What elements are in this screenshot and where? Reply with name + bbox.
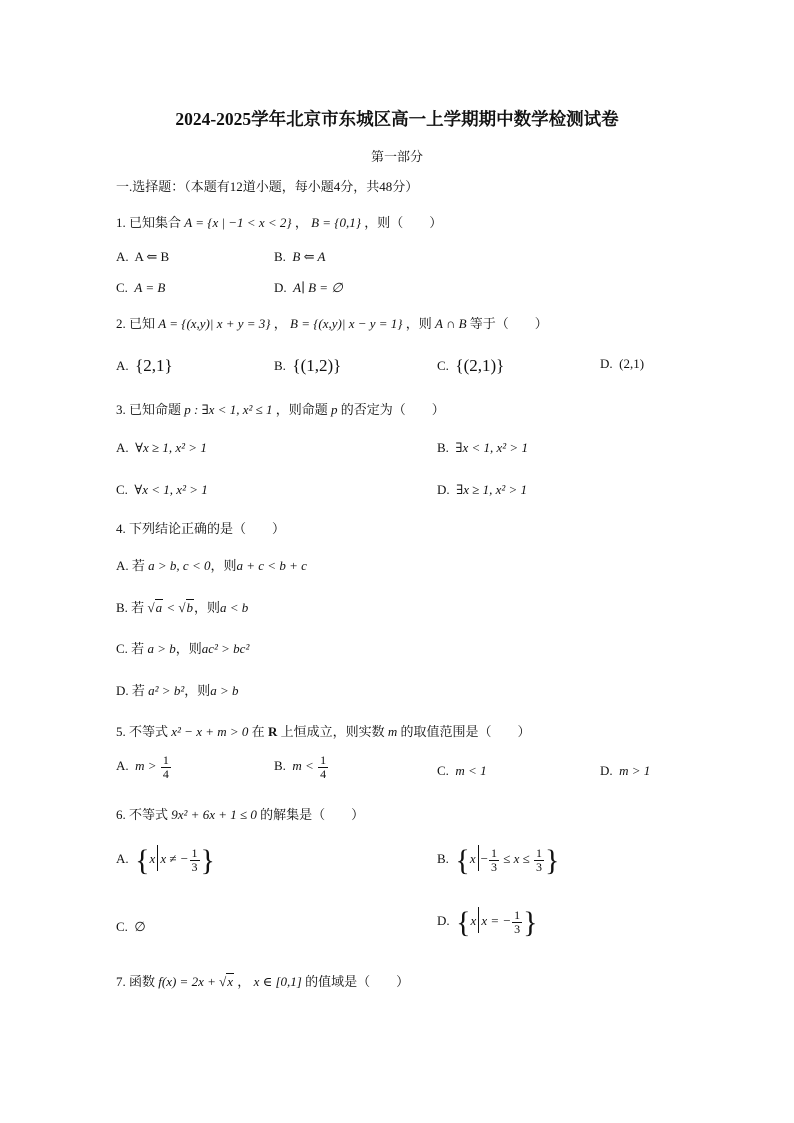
q1-option-d[interactable] [274,280,343,296]
q4-option-b[interactable]: B. 若 √a < √b，则a < b [116,600,249,615]
fraction [489,847,499,873]
option-then: ，则 [175,641,202,656]
option-text: ∀x ≥ 1, x² > 1 [135,440,207,455]
option-label: D. [437,913,450,928]
numerator: 1 [191,845,198,860]
option-text: m > 1 [619,763,651,778]
option-condition: a > b [147,641,176,656]
option-text: ∃x < 1, x² > 1 [455,440,528,455]
instruction-line: 一.选择题：（本题有12道小题，每小题4分，共48分） [116,179,419,194]
option-text: ∅ [134,919,146,934]
option-label: D. [274,280,287,295]
q6-option-a[interactable]: A. {x x ≠ − $\frac{1}{3}$ } [116,844,215,877]
option-label: D. [600,763,613,778]
fraction [512,909,522,935]
q3-number: 3. 已知命题 [116,402,182,417]
option-prefix: 若 [131,683,145,698]
q5-mid2: 上恒成立，则实数 [280,724,385,739]
option-then: ，则 [210,558,237,573]
option-label: D. [437,482,450,497]
question-5-stem [116,721,531,740]
option-label: B. [116,600,128,615]
question-4-stem: 4. 下列结论正确的是（ ） [116,521,286,536]
q6-option-d[interactable]: D. {x x = − $\frac{1}{3}$ } [437,906,538,939]
option-lt: < [163,600,179,615]
option-text: B ⇐ A [292,249,326,264]
q1-sep: ， [294,215,308,230]
set-condition: x ≠ − [160,851,189,866]
sqrt-b: b [186,600,193,615]
option-text: A = B [134,280,166,295]
option-label: A. [116,440,129,455]
option-label: B. [274,758,286,774]
option-label: B. [437,851,449,866]
option-prefix: m > [135,758,157,774]
q2-sep: ， [273,316,287,331]
q2-option-a[interactable] [116,356,173,376]
option-label: A. [116,851,129,866]
option-text: (2,1) [619,356,645,371]
option-then: ，则 [194,600,221,615]
set-condition: x = − [481,913,512,928]
q1-set-b: B = {0,1} [311,215,361,230]
option-label: A. [116,558,129,573]
q7-domain: x ∈ [0,1] [253,974,302,989]
q2-set-a: A = {(x,y)| x + y = 3} [158,316,271,331]
q3-mid: ，则命题 [275,402,328,417]
q7-radicand: x [227,974,234,989]
q5-option-a[interactable] [116,754,172,780]
numerator: 1 [490,845,497,860]
q5-option-c[interactable] [437,763,487,779]
q5-tail: 的取值范围是（ ） [400,724,531,739]
option-text: {(2,1)} [455,356,505,375]
q5-number: 5. 不等式 [116,724,169,739]
exam-title: 2024-2025学年北京市东城区高一上学期期中数学检测试卷 [175,109,619,129]
denominator: 4 [162,766,169,781]
q1-option-c[interactable] [116,280,165,296]
question-6-stem [116,804,364,823]
q7-tail: 的值域是（ ） [305,974,410,989]
q2-tail: 等于（ ） [469,316,548,331]
q5-option-b[interactable] [274,754,329,780]
q6-inequality: 9x² + 6x + 1 ≤ 0 [171,807,257,822]
q1-option-b[interactable] [274,249,325,265]
question-2-stem [116,313,548,332]
q3-option-d[interactable] [437,482,527,498]
q4-option-a[interactable] [116,555,307,574]
q2-number: 2. 已知 [116,316,156,331]
numerator: 1 [162,753,169,767]
q6-tail: 的解集是（ ） [260,807,365,822]
option-prefix: m < [292,758,314,774]
option-label: C. [116,641,128,656]
option-label: C. [116,919,128,934]
fraction [190,847,200,873]
q2-mid: ，则 [405,316,432,331]
option-condition: a² > b² [148,683,185,698]
q3-option-c[interactable] [116,482,208,498]
denominator: 4 [320,766,327,781]
q3-tail: 的否定为（ ） [340,402,445,417]
option-result: a > b [210,683,239,698]
option-prefix: 若 [131,600,145,615]
q7-number: 7. 函数 [116,974,156,989]
option-prefix: 若 [131,641,145,656]
q6-option-b[interactable]: B. {x − $\frac{1}{3}$ ≤ x ≤ $\frac{1}{3}$ } [437,844,560,877]
q7-function: f(x) = 2x + [158,974,220,989]
q2-intersection: A ∩ B [435,316,467,331]
option-label: B. [274,358,286,373]
option-text: A ⇐ B [134,249,170,264]
q3-var: p [331,402,338,417]
q6-option-c[interactable] [116,919,146,935]
set-var: x [470,913,477,928]
q5-mid: 在 [251,724,265,739]
option-label: B. [274,249,286,264]
sqrt-a: a [155,600,163,615]
option-label: A. [116,358,129,373]
option-label: D. [116,683,129,698]
q5-var: m [387,724,398,739]
q2-option-b[interactable] [274,356,341,376]
option-condition: a > b, c < 0 [148,558,211,573]
option-text: m < 1 [455,763,487,778]
option-result: a + c < b + c [236,558,307,573]
q4-option-c[interactable] [116,638,249,657]
option-text: {2,1} [135,356,173,375]
fraction [318,754,328,780]
denominator: 3 [191,859,198,874]
option-label: A. [116,249,129,264]
q1-set-a: A = {x | −1 < x < 2} [184,215,292,230]
set-var: x [149,851,156,866]
q7-sep: ， [237,974,251,989]
set-var: x [469,851,476,866]
question-7-stem: 7. 函数 f(x) = 2x + √x ， x ∈ [0,1] 的值域是（ ） [116,974,410,989]
option-prefix: 若 [131,558,145,573]
q3-option-b[interactable] [437,440,528,456]
numerator: 1 [536,845,542,860]
set-prefix: − [480,851,488,866]
option-label: C. [116,482,128,497]
q1-option-a[interactable] [116,249,169,265]
option-label: D. [600,356,613,371]
q3-proposition: p : ∃x < 1, x² ≤ 1 [184,402,273,417]
q4-option-d[interactable] [116,680,239,699]
option-text: ∀x < 1, x² > 1 [134,482,208,497]
option-text: ∃x ≥ 1, x² > 1 [456,482,528,497]
q5-option-d[interactable] [600,763,650,779]
option-label: A. [116,758,129,774]
option-result: ac² > bc² [201,641,250,656]
option-label: C. [116,280,128,295]
set-middle: ≤ x ≤ [499,851,533,866]
q2-option-d[interactable] [600,356,644,372]
option-text: {(1,2)} [292,356,342,375]
section-heading: 第一部分 [370,149,423,164]
q5-reals: R [267,724,278,739]
numerator: 1 [320,753,327,767]
option-label: C. [437,358,449,373]
option-result: a < b [220,600,249,615]
denominator: 3 [514,921,521,936]
q2-option-c[interactable] [437,356,504,376]
q5-inequality: x² − x + m > 0 [171,724,249,739]
q6-number: 6. 不等式 [116,807,169,822]
option-label: C. [437,763,449,778]
q3-option-a[interactable] [116,440,207,456]
option-text: A∣ B = ∅ [293,280,343,295]
denominator: 3 [536,859,542,874]
q1-number: 1. 已知集合 [116,215,182,230]
question-1-stem [116,212,442,231]
denominator: 3 [490,859,497,874]
numerator: 1 [514,907,521,922]
q1-tail: ，则（ ） [364,215,443,230]
fraction [161,754,171,780]
option-label: B. [437,440,449,455]
option-then: ，则 [184,683,211,698]
question-3-stem [116,399,445,418]
fraction [534,847,544,873]
q2-set-b: B = {(x,y)| x − y = 1} [290,316,403,331]
